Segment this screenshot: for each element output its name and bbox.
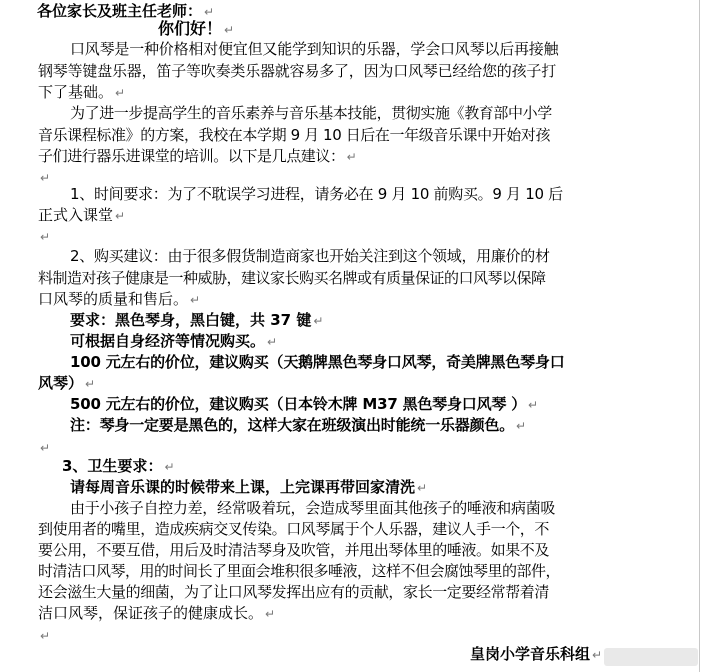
page-right-border bbox=[699, 0, 700, 672]
empty-paragraph-4: ↵ bbox=[40, 629, 51, 643]
empty-paragraph-3: ↵ bbox=[40, 441, 51, 455]
color-note: 注：琴身一定要是黑色的，这样大家在班级演出时能统一乐器颜色。 ↵ bbox=[70, 416, 526, 434]
hygiene-line-4: 时清洁口风琴，用的时间长了里面会堆积很多唾液，这样不但会腐蚀琴里的部件， bbox=[38, 562, 561, 580]
price-100-line-1: 100 元左右的价位，建议购买（天鹅牌黑色琴身口风琴，奇美牌黑色琴身口 bbox=[70, 353, 565, 371]
purpose-line-3: 子们进行器乐进课堂的培训。以下是几点建议： ↵ bbox=[38, 147, 357, 165]
signature: 皇岗小学音乐科组 ↵ bbox=[470, 645, 603, 663]
empty-paragraph-2: ↵ bbox=[40, 230, 51, 244]
hygiene-line-5: 还会滋生大量的细菌，为了让口风琴发挥出应有的贡献，家长一定要经常帮着清 bbox=[38, 583, 550, 601]
empty-paragraph-1: ↵ bbox=[40, 171, 51, 185]
hygiene-line-1: 由于小孩子自控力差，经常吸着玩，会造成琴里面其他孩子的唾液和病菌吸 bbox=[70, 499, 556, 517]
item2-line-3: 口风琴的质量和售后。 ↵ bbox=[38, 290, 201, 308]
purpose-line-2: 音乐课程标准》的方案，我校在本学期 9 月 10 日后在一年级音乐课中开始对孩 bbox=[38, 126, 551, 144]
hygiene-line-2: 到使用者的嘴里，造成疾病交叉传染。口风琴属于个人乐器，建议人手一个，不 bbox=[38, 520, 550, 538]
site-watermark bbox=[604, 648, 698, 666]
intro-line-3: 下了基础。 ↵ bbox=[38, 83, 126, 101]
price-500-line: 500 元左右的价位，建议购买（日本铃木牌 M37 黑色琴身口风琴 ） ↵ bbox=[70, 395, 538, 413]
salutation: 各位家长及班主任老师： ↵ bbox=[37, 2, 215, 20]
item1-line-2: 正式入课堂 ↵ bbox=[38, 206, 126, 224]
item2-line-1: 2、购买建议：由于很多假货制造商家也开始关注到这个领域，用廉价的材 bbox=[70, 247, 550, 265]
intro-line-2: 钢琴等键盘乐器，笛子等吹奏类乐器就容易多了，因为口风琴已经给您的孩子打 bbox=[38, 62, 557, 80]
intro-line-1: 口风琴是一种价格相对便宜但又能学到知识的乐器，学会口风琴以后再接触 bbox=[70, 40, 559, 58]
item3-heading: 3、卫生要求： ↵ bbox=[62, 457, 175, 475]
budget-note: 可根据自身经济等情况购买。 ↵ bbox=[70, 332, 278, 350]
greeting: 你们好！ ↵ bbox=[158, 19, 235, 38]
hygiene-line-3: 要公用，不要互借，用后及时清洁琴身及吹管，并甩出琴体里的唾液。如果不及 bbox=[38, 541, 550, 559]
purpose-line-1: 为了进一步提高学生的音乐素养与音乐基本技能，贯彻实施《教育部中小学 bbox=[70, 104, 552, 122]
hygiene-bold-line: 请每周音乐课的时候带来上课，上完课再带回家清洗 ↵ bbox=[70, 478, 428, 496]
item2-line-2: 料制造对孩子健康是一种威胁，建议家长购买名牌或有质量保证的口风琴以保障 bbox=[38, 269, 546, 287]
price-100-line-2: 风琴） ↵ bbox=[38, 374, 96, 392]
requirement-line: 要求：黑色琴身，黑白键，共 37 键 ↵ bbox=[70, 311, 324, 329]
hygiene-line-6: 洁口风琴，保证孩子的健康成长。 ↵ bbox=[38, 604, 276, 622]
item1-line-1: 1、时间要求：为了不耽误学习进程，请务必在 9 月 10 前购买。9 月 10 后 bbox=[70, 185, 563, 203]
